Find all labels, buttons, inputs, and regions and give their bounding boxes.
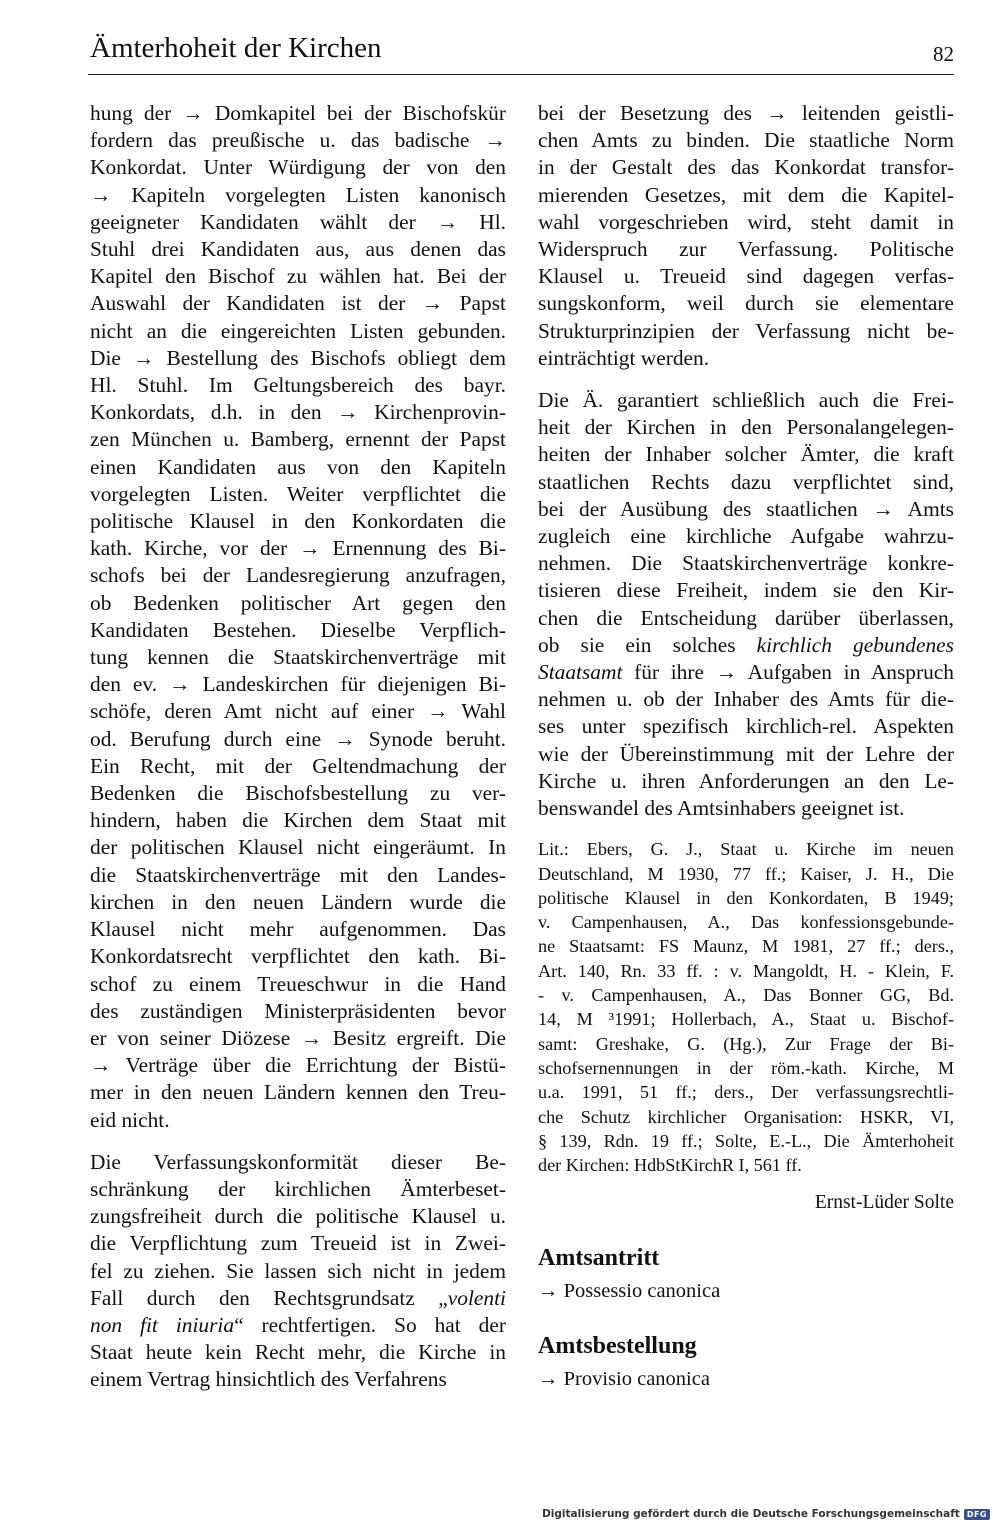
text-line: hindern, haben die Kirchen dem Staat mit xyxy=(90,808,506,833)
italic-term: non fit iniuria xyxy=(90,1312,235,1337)
text-line: ob Bedenken politischer Art gegen den xyxy=(90,590,506,615)
text-line: wahl vorgeschrieben wird, steht damit in xyxy=(538,209,954,234)
text-line: den ev. → Landeskirchen für diejenigen Bi- xyxy=(90,672,506,697)
paragraph-body-1 xyxy=(90,100,506,1134)
text-line: einem Vertrag hinsichtlich des Verfahrens xyxy=(90,1367,447,1392)
text-line: fordern das preußische u. das badische → xyxy=(90,128,506,153)
text-line: Art. 140, Rn. 33 ff. : v. Mangoldt, H. - Klein, F. xyxy=(538,960,954,981)
text-line: ne Staatsamt: FS Maunz, M 1981, 27 ff.; ders., xyxy=(538,936,954,957)
footer-text: Digitalisierung gefördert durch die Deutsche Forschungsgemeinschaft xyxy=(542,1508,960,1520)
text-line: vorgelegten Listen. Weiter verpflichtet die xyxy=(90,481,506,506)
text-line: kath. Kirche, vor der → Ernennung des Bi- xyxy=(90,536,506,561)
text-line: einen Kandidaten aus von den Kapiteln xyxy=(90,454,506,479)
text-line: ob sie ein solches kirchlich gebundenes xyxy=(538,632,954,657)
text-line: Die → Bestellung des Bischofs obliegt dem xyxy=(90,345,506,370)
text-line: Auswahl der Kandidaten ist der → Papst xyxy=(90,291,506,316)
text-line: heiten der Inhaber solcher Ämter, die kraft xyxy=(538,442,954,467)
text-line: Hl. Stuhl. Im Geltungsbereich des bayr. xyxy=(90,373,506,398)
text-line: einträchtigt werden. xyxy=(538,345,710,370)
paragraph-body-3 xyxy=(538,100,954,372)
text-line: ses unter spezifisch kirchlich-rel. Aspekten xyxy=(538,714,954,739)
text-line: politische Klausel in den Konkordaten die xyxy=(90,509,506,534)
text-line: schof zu einem Treueschwur in die Hand xyxy=(90,971,506,996)
text-line: zen München u. Bamberg, ernennt der Papst xyxy=(90,427,506,452)
text-line: nehmen u. ob der Inhaber des Amts für die- xyxy=(538,687,954,712)
text-line: Strukturprinzipien der Verfassung nicht be- xyxy=(538,318,954,343)
text-line: od. Berufung durch eine → Synode beruht. xyxy=(90,726,506,751)
text-line: § 139, Rdn. 19 ff.; Solte, E.-L., Die Ämterhoheit xyxy=(538,1130,954,1151)
text-line: Klausel nicht mehr aufgenommen. Das xyxy=(90,917,506,942)
text-line: die Staatskirchenverträge mit den Landes- xyxy=(90,862,506,887)
text-line: Konkordat. Unter Würdigung der von den xyxy=(90,155,506,180)
text-line: chen Amts zu binden. Die staatliche Norm xyxy=(538,128,954,153)
text-line: schofsernennungen in der röm.-kath. Kirche, M xyxy=(538,1057,954,1078)
page-header xyxy=(88,32,954,75)
author-name: Ernst-Lüder Solte xyxy=(814,1192,954,1214)
text-line: samt: Greshake, G. (Hg.), Zur Frage der Bi- xyxy=(538,1033,954,1054)
text-line: mer in den neuen Ländern kennen den Treu- xyxy=(90,1080,506,1105)
text-line: in der Gestalt des das Konkordat transfor- xyxy=(538,155,954,180)
text-line: heit der Kirchen in den Personalangelegen- xyxy=(538,415,954,440)
text-line: tisieren diese Freiheit, indem sie den Kir- xyxy=(538,578,954,603)
page-number: 82 xyxy=(933,42,954,66)
text-line: Fall durch den Rechtsgrundsatz „volenti xyxy=(90,1285,506,1310)
text-line: Ein Recht, mit der Geltendmachung der xyxy=(90,753,506,778)
literature-list xyxy=(538,837,954,1177)
text-line: zungsfreiheit durch die politische Klausel u. xyxy=(90,1204,506,1229)
text-line: che Schutz kirchlicher Organisation: HSKR, VI, xyxy=(538,1106,954,1127)
text-line: schränkung der kirchlichen Ämterbeset- xyxy=(90,1176,506,1201)
text-line: v. Campenhausen, A., Das konfessionsgebunde- xyxy=(538,912,954,933)
paragraph-body-4 xyxy=(538,387,954,822)
text-line: - v. Campenhausen, A., Das Bonner GG, Bd. xyxy=(538,985,954,1006)
text-line: bei der Ausübung des staatlichen → Amts xyxy=(538,496,954,521)
right-column xyxy=(538,100,954,1393)
cross-reference-link[interactable]: → Possessio canonica xyxy=(538,1279,721,1302)
text-line: tung kennen die Staatskirchenverträge mit xyxy=(90,645,506,670)
text-line: Klausel u. Treueid sind dagegen verfas- xyxy=(538,264,954,289)
text-line: bei der Besetzung des → leitenden geistli- xyxy=(538,101,954,125)
text-line: politische Klausel in den Konkordaten, B 1949; xyxy=(538,887,954,908)
text-line: → Verträge über die Errichtung der Bistü- xyxy=(90,1053,506,1078)
text-line: staatlichen Rechts dazu verpflichtet sind, xyxy=(538,469,954,494)
text-line: sungskonform, weil durch sie elementare xyxy=(538,291,954,316)
text-line: nicht an die eingereichten Listen gebunden. xyxy=(90,318,506,343)
italic-term: Staatsamt xyxy=(538,660,623,685)
text-line: er von seiner Diözese → Besitz ergreift. Die xyxy=(90,1025,506,1050)
text-line: → Kapiteln vorgelegten Listen kanonisch xyxy=(90,182,506,207)
text-line: der Kirchen: HdbStKirchR I, 561 ff. xyxy=(538,1155,802,1176)
text-line: Staatsamt für ihre → Aufgaben in Anspruch xyxy=(538,660,954,685)
text-line: die Verpflichtung zum Treueid ist in Zwei- xyxy=(90,1231,506,1256)
entry-title-amtsbestellung: Amtsbestellung xyxy=(538,1332,697,1359)
text-line: Kapitel den Bischof zu wählen hat. Bei der xyxy=(90,264,506,289)
text-line: Widerspruch zur Verfassung. Politische xyxy=(538,237,954,262)
text-line: kirchen in den neuen Ländern wurde die xyxy=(90,889,506,914)
italic-term: volenti xyxy=(447,1285,506,1310)
text-line: Deutschland, M 1930, 77 ff.; Kaiser, J. H., Die xyxy=(538,863,954,884)
left-column xyxy=(90,100,506,1409)
entry-title-amtsantritt: Amtsantritt xyxy=(538,1244,660,1271)
text-line: Stuhl drei Kandidaten aus, aus denen das xyxy=(90,237,506,262)
text-line: schöfe, deren Amt nicht auf einer → Wahl xyxy=(90,699,506,724)
text-line: benswandel des Amtsinhabers geeignet ist. xyxy=(538,796,905,821)
text-line: Staat heute kein Recht mehr, die Kirche in xyxy=(90,1340,506,1365)
text-line: des zuständigen Ministerpräsidenten bevor xyxy=(90,998,506,1023)
text-line: geeigneter Kandidaten wählt der → Hl. xyxy=(90,209,506,234)
text-line: Kirche u. ihren Anforderungen an den Le- xyxy=(538,768,954,793)
cross-reference-link[interactable]: → Provisio canonica xyxy=(538,1367,710,1390)
text-line: fel zu ziehen. Sie lassen sich nicht in jedem xyxy=(90,1258,506,1283)
text-line: zugleich eine kirchliche Aufgabe wahrzu- xyxy=(538,524,954,549)
italic-term: kirchlich gebundenes xyxy=(756,632,954,657)
text-line: hung der → Domkapitel bei der Bischofskür xyxy=(90,101,506,125)
text-line: non fit iniuria“ rechtfertigen. So hat der xyxy=(90,1312,506,1337)
text-line: 14, M ³1991; Hollerbach, A., Staat u. Bischof- xyxy=(538,1009,954,1030)
text-line: Bedenken die Bischofsbestellung zu ver- xyxy=(90,781,506,806)
running-title: Ämterhoheit der Kirchen xyxy=(90,32,382,64)
text-line: Die Ä. garantiert schließlich auch die Frei- xyxy=(538,388,954,413)
text-line: nehmen. Die Staatskirchenverträge konkre- xyxy=(538,551,954,576)
text-line: Konkordatsrecht verpflichtet den kath. Bi- xyxy=(90,944,506,969)
text-line: eid nicht. xyxy=(90,1107,170,1132)
text-line: wie der Übereinstimmung mit der Lehre der xyxy=(538,741,954,766)
digitization-footer xyxy=(542,1508,990,1520)
text-line: schofs bei der Landesregierung anzufragen, xyxy=(90,563,506,588)
text-line: u.a. 1991, 51 ff.; ders., Der verfassungsrechtli- xyxy=(538,1082,954,1103)
text-line: chen die Entscheidung darüber überlassen, xyxy=(538,605,954,630)
text-line: Konkordats, d.h. in den → Kirchenprovin- xyxy=(90,400,506,425)
dfg-logo-icon: DFG xyxy=(964,1509,990,1520)
text-line: der politischen Klausel nicht eingeräumt. In xyxy=(90,835,506,860)
text-line: Die Verfassungskonformität dieser Be- xyxy=(90,1149,506,1174)
text-line: Kandidaten Bestehen. Dieselbe Verpflich- xyxy=(90,617,506,642)
text-line: Lit.: Ebers, G. J., Staat u. Kirche im neuen xyxy=(538,839,954,860)
text-line: mierenden Gesetzes, mit dem die Kapitel- xyxy=(538,182,954,207)
paragraph-body-2 xyxy=(90,1149,506,1394)
